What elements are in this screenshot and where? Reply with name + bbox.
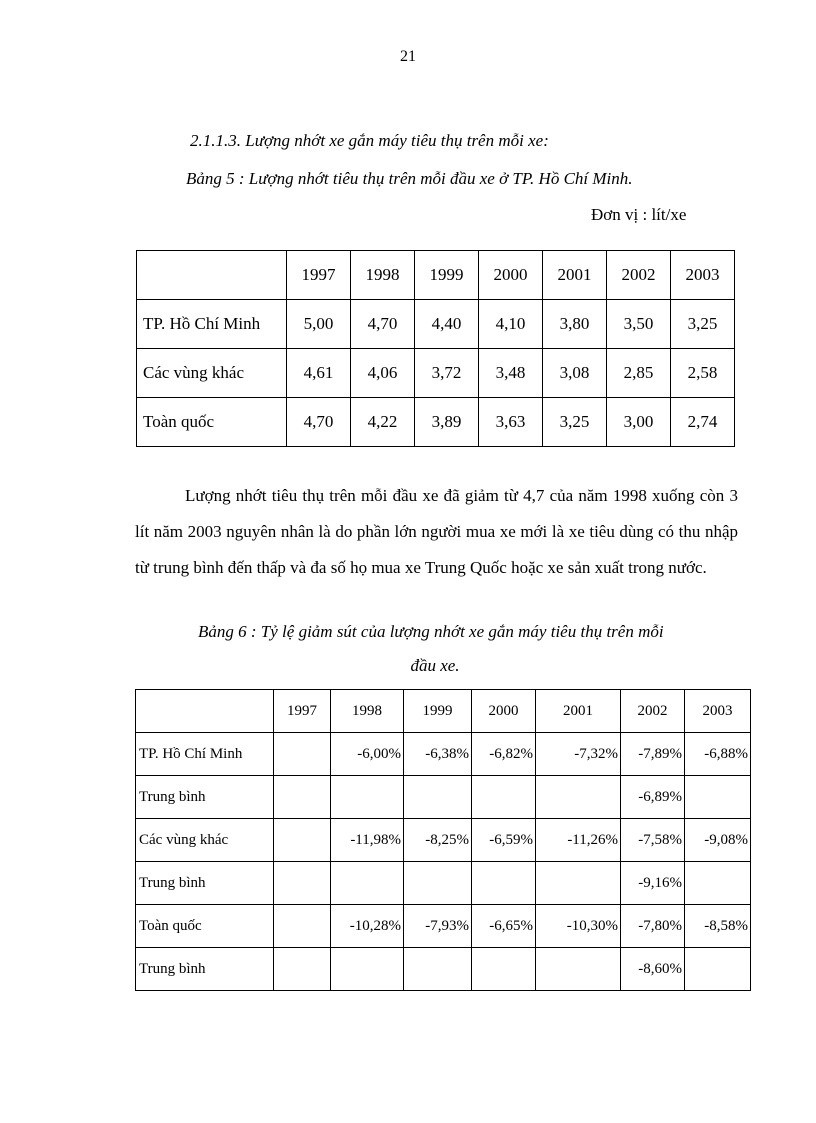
table5 xyxy=(136,250,735,447)
table6-year-header: 1999 xyxy=(404,690,472,733)
table-cell: -8,58% xyxy=(685,905,751,948)
table-row xyxy=(136,776,751,819)
row-label: Trung bình xyxy=(136,862,274,905)
table-cell xyxy=(274,948,331,991)
table-cell: -6,89% xyxy=(621,776,685,819)
table-cell: -8,25% xyxy=(404,819,472,862)
table6-year-header: 2000 xyxy=(472,690,536,733)
table6-year-header: 2001 xyxy=(536,690,621,733)
table-row xyxy=(136,819,751,862)
table5-unit: Đơn vị : lít/xe xyxy=(591,205,687,224)
table-cell: 4,22 xyxy=(351,398,415,447)
table-row xyxy=(136,733,751,776)
table-cell: 3,80 xyxy=(543,300,607,349)
table-cell xyxy=(404,948,472,991)
table5-year-header: 1998 xyxy=(351,251,415,300)
table-cell: 4,70 xyxy=(287,398,351,447)
table-cell: 3,25 xyxy=(543,398,607,447)
table-cell: 3,08 xyxy=(543,349,607,398)
table5-caption: Bảng 5 : Lượng nhớt tiêu thụ trên mỗi đầu xe ở TP. Hồ Chí Minh. xyxy=(186,169,633,188)
table-cell: 4,06 xyxy=(351,349,415,398)
table-cell xyxy=(536,862,621,905)
table-cell: 3,72 xyxy=(415,349,479,398)
paragraph-text: Lượng nhớt tiêu thụ trên mỗi đầu xe đã giảm từ 4,7 của năm 1998 xuống còn 3 lít năm 2003 nguyên nhân là do phần lớn người mua xe mới là xe tiêu dùng có thu nhập từ trung bình đến thấp và đa số họ mua xe Trung Quốc hoặc xe sản xuất trong nước. xyxy=(135,486,738,577)
table-cell: -6,82% xyxy=(472,733,536,776)
table-cell: -10,28% xyxy=(331,905,404,948)
table-cell xyxy=(404,776,472,819)
row-label: TP. Hồ Chí Minh xyxy=(137,300,287,349)
table-cell: 3,89 xyxy=(415,398,479,447)
table-cell xyxy=(274,776,331,819)
row-label: Trung bình xyxy=(136,948,274,991)
table-cell xyxy=(685,776,751,819)
table6-year-header: 2003 xyxy=(685,690,751,733)
table-cell xyxy=(274,905,331,948)
table-cell xyxy=(472,948,536,991)
table6-year-header: 1998 xyxy=(331,690,404,733)
table-cell: 3,63 xyxy=(479,398,543,447)
table-cell: 2,58 xyxy=(671,349,735,398)
table-cell: 2,74 xyxy=(671,398,735,447)
table-cell xyxy=(472,776,536,819)
table-cell xyxy=(274,862,331,905)
table-cell xyxy=(536,948,621,991)
table-cell: 4,40 xyxy=(415,300,479,349)
table5-year-header: 2001 xyxy=(543,251,607,300)
table6 xyxy=(135,689,751,991)
table-cell: -7,89% xyxy=(621,733,685,776)
table-cell: 5,00 xyxy=(287,300,351,349)
page-number: 21 xyxy=(400,48,416,65)
table-cell: -8,60% xyxy=(621,948,685,991)
table-cell: -6,88% xyxy=(685,733,751,776)
table-cell: -9,16% xyxy=(621,862,685,905)
table-cell xyxy=(472,862,536,905)
table-cell: 3,25 xyxy=(671,300,735,349)
table6-header-row xyxy=(136,690,751,733)
table5-corner-cell xyxy=(137,251,287,300)
table-cell: -7,93% xyxy=(404,905,472,948)
table5-year-header: 2002 xyxy=(607,251,671,300)
table-cell: -10,30% xyxy=(536,905,621,948)
table-cell: -6,00% xyxy=(331,733,404,776)
table-cell: -11,98% xyxy=(331,819,404,862)
table-cell xyxy=(685,862,751,905)
table-cell: 4,61 xyxy=(287,349,351,398)
table-cell: -7,58% xyxy=(621,819,685,862)
table-cell xyxy=(331,862,404,905)
table-cell: -6,38% xyxy=(404,733,472,776)
table-cell: 3,00 xyxy=(607,398,671,447)
table-cell: 4,70 xyxy=(351,300,415,349)
table-cell xyxy=(274,733,331,776)
row-label: Các vùng khác xyxy=(136,819,274,862)
table-row xyxy=(136,905,751,948)
table6-corner-cell xyxy=(136,690,274,733)
row-label: Toàn quốc xyxy=(137,398,287,447)
table-cell xyxy=(331,948,404,991)
table-cell xyxy=(685,948,751,991)
table6-year-header: 2002 xyxy=(621,690,685,733)
table-row xyxy=(137,349,735,398)
table-cell: 3,48 xyxy=(479,349,543,398)
row-label: Các vùng khác xyxy=(137,349,287,398)
table6-caption-line1: Bảng 6 : Tỷ lệ giảm sút của lượng nhớt xe gắn máy tiêu thụ trên mỗi xyxy=(198,622,664,641)
section-heading: 2.1.1.3. Lượng nhớt xe gắn máy tiêu thụ trên mỗi xe: xyxy=(190,131,549,150)
table-cell: -9,08% xyxy=(685,819,751,862)
table-cell xyxy=(274,819,331,862)
table-cell: -7,80% xyxy=(621,905,685,948)
table-cell: -6,65% xyxy=(472,905,536,948)
table-cell: 3,50 xyxy=(607,300,671,349)
table-cell: 4,10 xyxy=(479,300,543,349)
table-cell xyxy=(536,776,621,819)
table-row xyxy=(136,862,751,905)
body-paragraph xyxy=(135,478,738,586)
table-cell: -7,32% xyxy=(536,733,621,776)
table5-year-header: 2003 xyxy=(671,251,735,300)
table-row xyxy=(136,948,751,991)
table5-year-header: 1999 xyxy=(415,251,479,300)
table6-year-header: 1997 xyxy=(274,690,331,733)
table5-header-row xyxy=(137,251,735,300)
row-label: Trung bình xyxy=(136,776,274,819)
row-label: Toàn quốc xyxy=(136,905,274,948)
table6-caption-line2: đầu xe. xyxy=(410,656,460,675)
table-row xyxy=(137,300,735,349)
table-cell: 2,85 xyxy=(607,349,671,398)
table5-year-header: 2000 xyxy=(479,251,543,300)
row-label: TP. Hồ Chí Minh xyxy=(136,733,274,776)
table5-year-header: 1997 xyxy=(287,251,351,300)
table-cell: -11,26% xyxy=(536,819,621,862)
table-cell xyxy=(331,776,404,819)
table-row xyxy=(137,398,735,447)
table-cell: -6,59% xyxy=(472,819,536,862)
table-cell xyxy=(404,862,472,905)
